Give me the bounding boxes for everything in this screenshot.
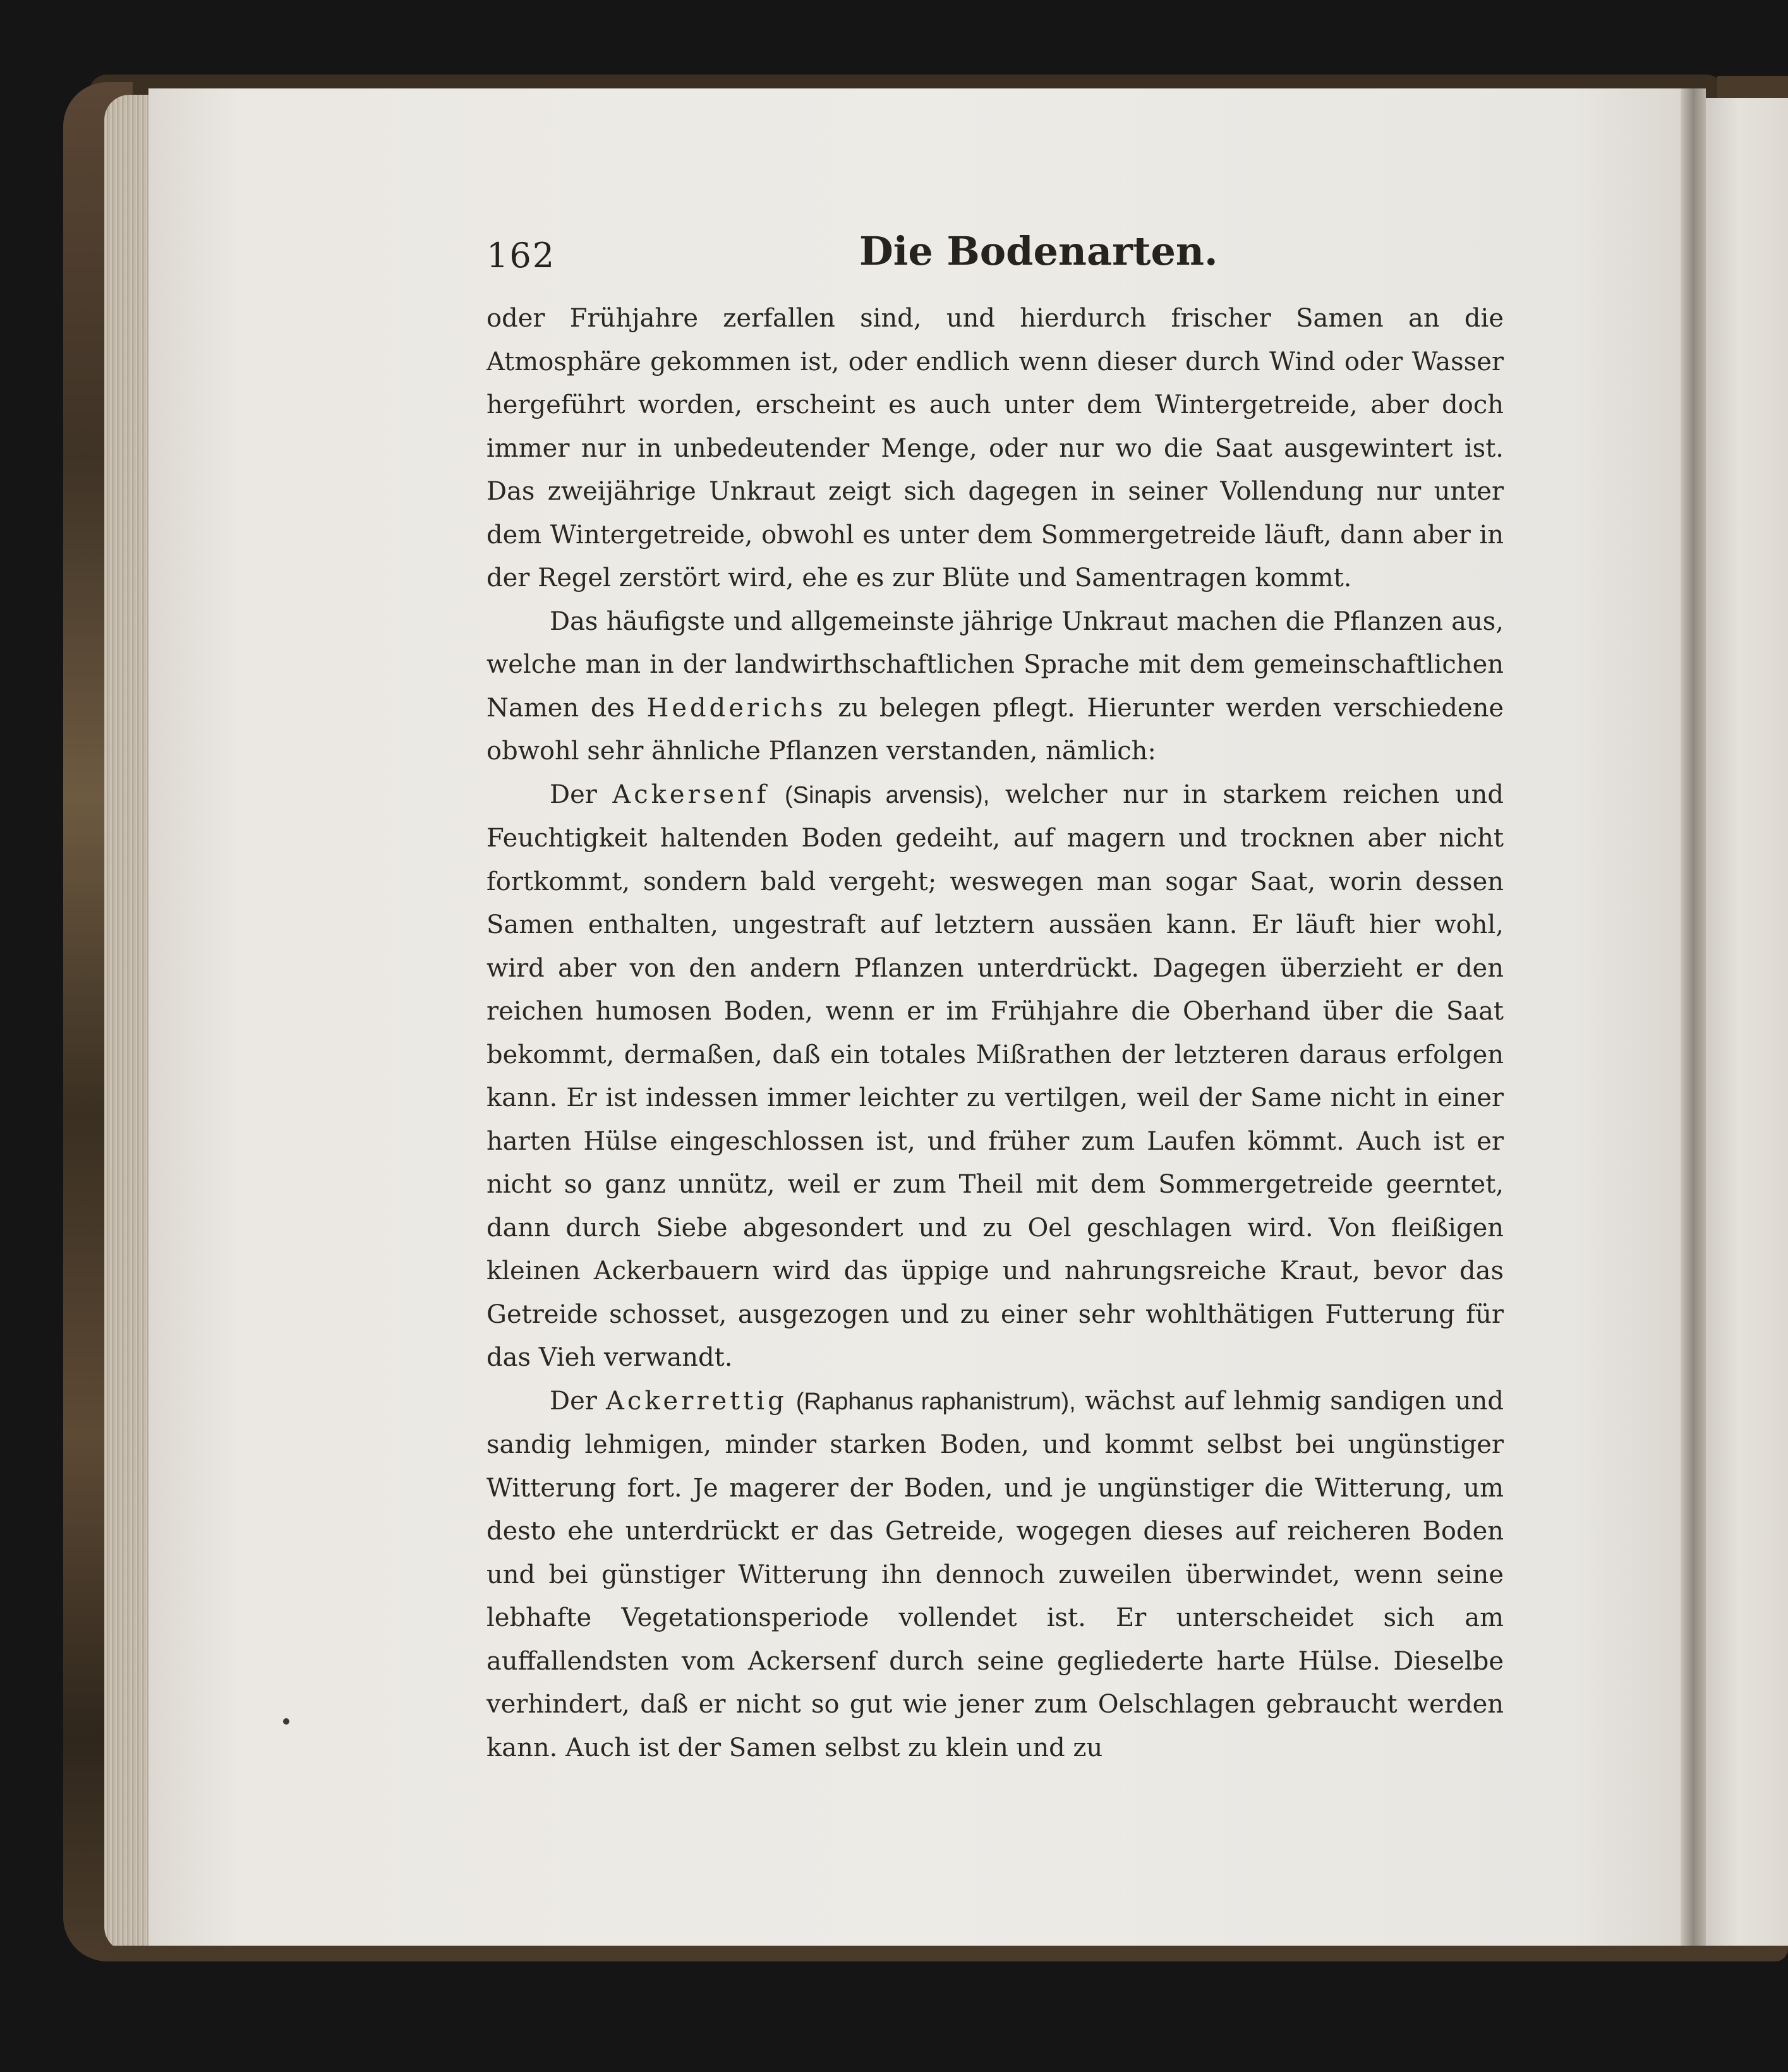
emphasized-term: Ackersenf xyxy=(612,780,770,809)
emphasized-term: Ackerrettig xyxy=(606,1386,787,1416)
paragraph xyxy=(486,773,1504,1380)
paragraph-text: wächst auf lehmig sandigen und sandig lehmigen, minder starken Boden, und kommt selbst bei ungünstiger Witterung fort. Je magerer der Boden, und je ungünstiger die Witterung, um desto ehe unterdrückt er das Getreide, wogegen dieses auf reicheren Boden und bei günstiger Witterung ihn dennoch zuweilen überwindet, wenn seine lebhafte Vegetationsperiode vollendet ist. Er unterscheidet sich am auffallendsten vom Ackersenf durch seine gegliederte harte Hülse. Dieselbe verhindert, daß er nicht so gut wie jener zum Oelschlagen gebraucht werden kann. Auch ist der Samen selbst zu klein und zu xyxy=(486,1386,1504,1762)
page-number: 162 xyxy=(486,236,556,275)
paragraph-text: Das häufigste und allgemeinste jährige Unkraut machen die Pflanzen aus, welche man in der landwirthschaftlichen Sprache mit dem gemeinschaftlichen Namen des xyxy=(486,606,1504,723)
paragraph xyxy=(486,297,1504,600)
running-head: Die Bodenarten. xyxy=(859,228,1218,274)
emphasized-term: Hedderichs xyxy=(646,693,826,723)
book-cover-right xyxy=(1717,76,1788,101)
paragraph-text: zu belegen pflegt. Hierunter werden verschiedene obwohl sehr ähnliche Pflanzen verstanden, nämlich: xyxy=(486,693,1504,766)
latin-name: (Sinapis arvensis), xyxy=(785,781,990,809)
paragraph xyxy=(486,1380,1504,1770)
paragraph-text: Der xyxy=(550,780,597,809)
body-text xyxy=(486,297,1504,1769)
book-gutter xyxy=(1681,88,1706,1949)
latin-name: (Raphanus raphanistrum), xyxy=(795,1388,1076,1415)
book-cover-bottom xyxy=(101,1946,1788,1961)
facing-page-edge xyxy=(1706,98,1788,1946)
page-edges xyxy=(104,95,148,1952)
paragraph xyxy=(486,600,1504,773)
paragraph-text: welcher nur in starkem reichen und Feuchtigkeit haltenden Boden gedeiht, auf magern und trocknen aber nicht fortkommt, sondern bald vergeht; weswegen man sogar Saat, worin dessen Samen enthalten, ungestraft auf letztern aussäen kann. Er läuft hier wohl, wird aber von den andern Pflanzen unterdrückt. Dagegen überzieht er den reichen humosen Boden, wenn er im Frühjahre die Oberhand über die Saat bekommt, dermaßen, daß ein totales Mißrathen der letzteren daraus erfolgen kann. Er ist indessen immer leichter zu vertilgen, weil der Same nicht in einer harten Hülse eingeschlossen ist, und früher zum Laufen kömmt. Auch ist er nicht so ganz unnütz, weil er zum Theil mit dem Sommergetreide geerntet, dann durch Siebe abgesondert und zu Oel geschlagen wird. Von fleißigen kleinen Ackerbauern wird das üppige und nahrungsreiche Kraut, bevor das Getreide schosset, ausgezogen und zu einer sehr wohlthätigen Futterung für das Vieh verwandt. xyxy=(486,780,1504,1372)
page-header xyxy=(486,224,1485,284)
paragraph-text: oder Frühjahre zerfallen sind, und hierdurch frischer Samen an die Atmosphäre gekommen ist, oder endlich wenn dieser durch Wind oder Wasser hergeführt worden, erscheint es auch unter dem Wintergetreide, aber doch immer nur in unbedeutender Menge, oder nur wo die Saat ausgewintert ist. Das zweijährige Unkraut zeigt sich dagegen in seiner Vollendung nur unter dem Wintergetreide, obwohl es unter dem Sommergetreide läuft, dann aber in der Regel zerstört wird, ehe es zur Blüte und Samentragen kommt. xyxy=(486,304,1504,593)
paragraph-text: Der xyxy=(550,1386,597,1416)
ink-spot xyxy=(283,1718,289,1725)
